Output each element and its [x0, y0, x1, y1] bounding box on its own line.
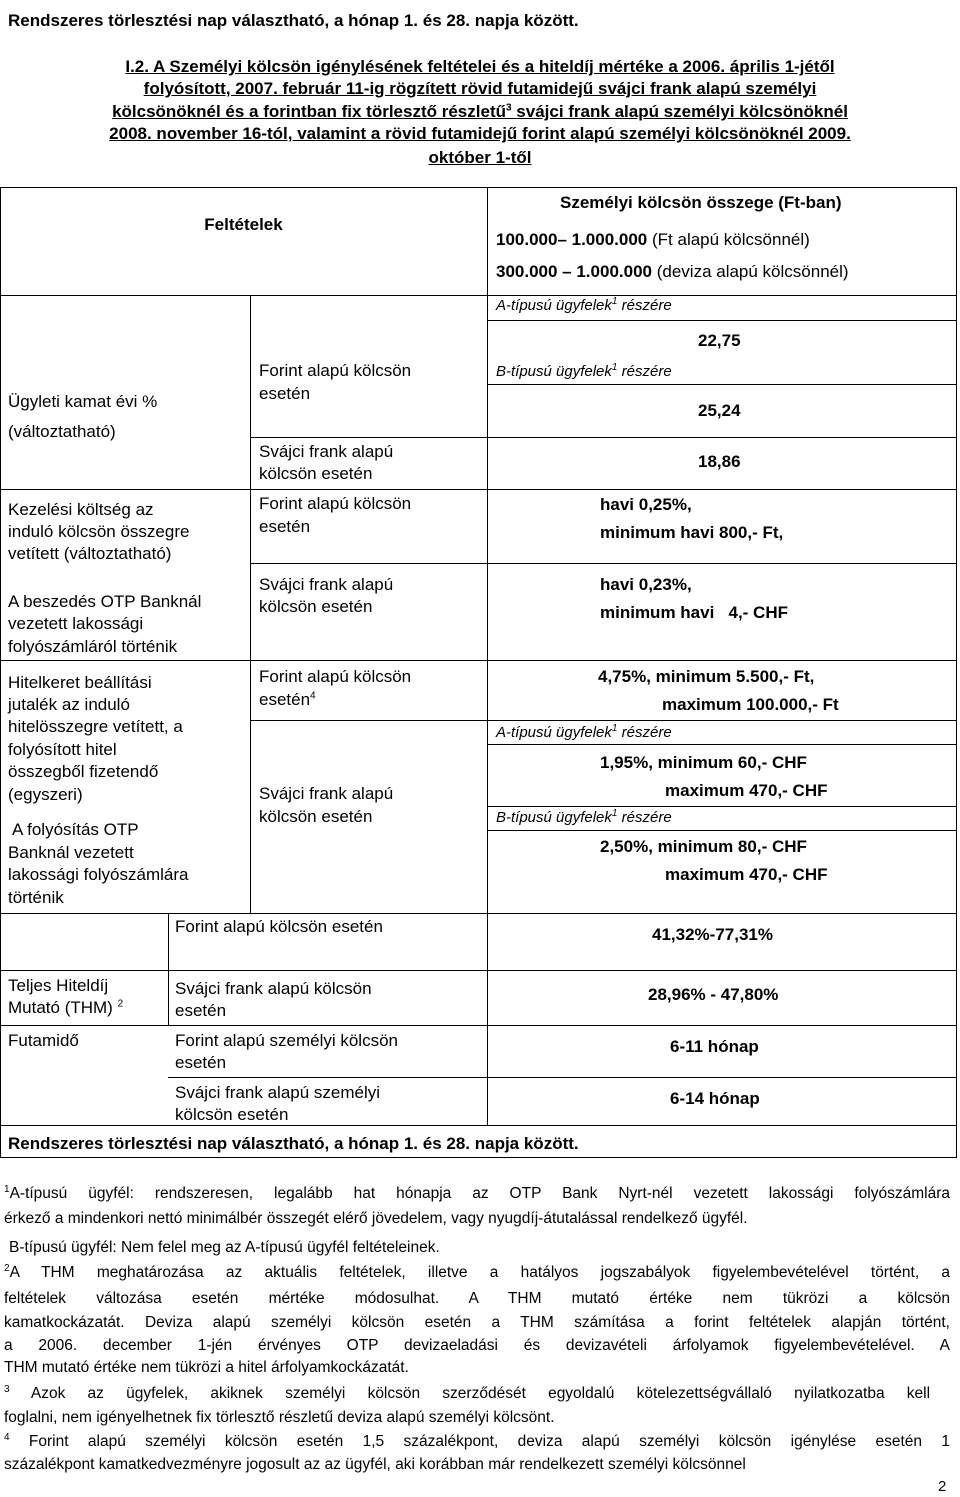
- credit-line-huf-label: [259, 689, 316, 711]
- term-chf-label: Svájci frank alapú személyi: [175, 1083, 381, 1102]
- credit-line-label: (egyszeri): [8, 785, 83, 804]
- term-chf-value: 6-14 hónap: [670, 1089, 760, 1108]
- handling-label: Kezelési költség az: [8, 500, 154, 519]
- b-type-label: [496, 808, 672, 828]
- table-border: [488, 384, 956, 385]
- footnote-ref: 1: [611, 296, 618, 307]
- min-value: 4,- CHF: [728, 603, 788, 622]
- table-border: [168, 1077, 956, 1078]
- footnote-ref: 1: [611, 723, 618, 734]
- min-label: minimum havi: [600, 603, 715, 622]
- table-border: [0, 1025, 957, 1026]
- a-type-label: [496, 723, 672, 743]
- interest-label: Ügyleti kamat évi %: [8, 392, 158, 411]
- header-conditions: Feltételek: [204, 215, 283, 234]
- term-label: Futamidő: [8, 1031, 79, 1050]
- handling-chf-label: kölcsön esetén: [259, 597, 373, 616]
- table-border: [0, 295, 957, 296]
- credit-line-huf-label: Forint alapú kölcsön: [259, 667, 412, 686]
- handling-payment-note: folyószámláról történik: [8, 637, 178, 656]
- table-border: [0, 913, 957, 914]
- term-huf-label: Forint alapú személyi kölcsön: [175, 1031, 398, 1050]
- a-type-label: [496, 296, 672, 316]
- interest-chf-label: kölcsön esetén: [259, 464, 373, 483]
- section-title-line: [0, 101, 960, 123]
- credit-line-b-value: 2,50%, minimum 80,- CHF: [600, 837, 807, 856]
- thm-label: Teljes Hiteldíj: [8, 976, 109, 995]
- handling-huf-label: Forint alapú kölcsön: [259, 494, 412, 513]
- thm-label: [8, 997, 123, 1019]
- footnote-1-text: érkező a mindenkori nettó minimálbér összegét elérő jövedelem, vagy nyugdíj-átutalással rendelkező ügyfél.: [4, 1210, 748, 1227]
- page-number: 2: [938, 1478, 947, 1495]
- credit-line-huf-max: maximum 100.000,- Ft: [662, 695, 839, 714]
- amount-note: (deviza alapú kölcsönnél): [656, 262, 849, 281]
- top-note: Rendszeres törlesztési nap választható, a hónap 1. és 28. napja között.: [8, 11, 579, 30]
- table-border: [0, 489, 957, 490]
- footnote-1: [4, 1184, 950, 1203]
- footnote-number: 1: [4, 1183, 10, 1195]
- interest-huf-label: Forint alapú kölcsön: [259, 361, 412, 380]
- table-border: [251, 563, 956, 564]
- thm-label-part: Mutató (THM): [8, 998, 113, 1017]
- handling-label: vetített (változtatható): [8, 544, 172, 563]
- footnote-ref: 2: [117, 998, 124, 1010]
- handling-label: induló kölcsön összegre: [8, 522, 190, 541]
- table-border: [0, 1125, 957, 1126]
- handling-chf-label: Svájci frank alapú: [259, 575, 394, 594]
- header-amount: Személyi kölcsön összege (Ft-ban): [560, 193, 842, 212]
- footnote-text: Forint alapú személyi kölcsön esetén 1,5 százalékpont, deviza alapú személyi kölcsön igénylése esetén 1: [28, 1433, 950, 1450]
- amount-value: 100.000– 1.000.000: [496, 230, 648, 249]
- table-border: [487, 913, 488, 1125]
- table-border: [488, 744, 956, 745]
- repayment-note: Rendszeres törlesztési nap választható, a hónap 1. és 28. napja között.: [8, 1134, 579, 1153]
- section-title-line: folyósított, 2007. február 11-ig rögzített rövid futamidejű svájci frank alapú személyi: [143, 79, 817, 98]
- handling-payment-note: vezetett lakossági: [8, 614, 144, 633]
- footnote-number: 2: [4, 1262, 10, 1274]
- credit-line-chf-label: kölcsön esetén: [259, 807, 373, 826]
- table-border: [0, 660, 957, 661]
- table-border: [0, 970, 957, 971]
- footnote-3-text: foglalni, nem igényelhetnek fix törlesztő részletű deviza alapú személyi kölcsönt.: [4, 1409, 555, 1426]
- credit-line-a-value: 1,95%, minimum 60,- CHF: [600, 753, 807, 772]
- credit-line-huf-value: 4,75%, minimum 5.500,- Ft,: [598, 667, 815, 686]
- table-border: [488, 320, 956, 321]
- credit-line-label: jutalék az induló: [8, 695, 130, 714]
- credit-line-b-max: maximum 470,- CHF: [665, 865, 828, 884]
- interest-a-value: 22,75: [698, 331, 741, 350]
- table-border: [0, 187, 1, 1158]
- section-title-line: I.2. A Személyi kölcsön igénylésének feltételei és a hiteldíj mértéke a 2006. április 1-jétől: [125, 57, 835, 76]
- table-border: [251, 720, 956, 721]
- footnote-2-text: feltételek változása esetén mértéke módosulhat. A THM mutató értéke nem tükrözi a kölcsön: [4, 1290, 950, 1307]
- footnote-4-text: százalékpont kamatkedvezményre jogosult az az ügyfél, aki korábban már rendelkezett személyi kölcsönnel: [4, 1456, 746, 1473]
- credit-line-label: folyósított hitel: [8, 740, 117, 759]
- interest-label-sub: (változtatható): [8, 422, 116, 441]
- thm-chf-label: esetén: [175, 1001, 227, 1020]
- for-label: részére: [621, 809, 672, 826]
- credit-line-chf-label: Svájci frank alapú: [259, 784, 394, 803]
- title-part: svájci frank alapú személyi kölcsönöknél: [516, 102, 848, 121]
- handling-huf-label: esetén: [259, 517, 311, 536]
- handling-chf-minimum: [600, 602, 788, 624]
- footnote-2: [4, 1263, 950, 1282]
- footnote-number: 3: [4, 1383, 10, 1395]
- thm-huf-label: Forint alapú kölcsön esetén: [175, 917, 383, 936]
- handling-chf-value: havi 0,23%,: [600, 575, 692, 594]
- client-type: B-típusú ügyfelek: [496, 809, 612, 826]
- footnote-ref: 4: [310, 690, 316, 702]
- table-border: [488, 806, 956, 807]
- credit-line-payment-note: történik: [8, 888, 64, 907]
- credit-line-a-max: maximum 470,- CHF: [665, 781, 828, 800]
- table-border: [168, 913, 169, 1025]
- amount-range-fx: [496, 261, 849, 283]
- client-type: A-típusú ügyfelek: [496, 297, 612, 314]
- interest-chf-label: Svájci frank alapú: [259, 442, 394, 461]
- table-border: [250, 295, 251, 913]
- footnote-2-text: kamatkockázatát. Deviza alapú személyi kölcsön esetén a THM számítása a forint feltételek alapján történt,: [4, 1314, 950, 1331]
- handling-payment-note: A beszedés OTP Banknál: [8, 592, 202, 611]
- footnote-4: [4, 1432, 950, 1451]
- footnote-ref: 3: [505, 102, 512, 114]
- term-chf-label: kölcsön esetén: [175, 1105, 289, 1124]
- credit-line-label: összegből fizetendő: [8, 762, 159, 781]
- huf-label-part: esetén: [259, 690, 311, 709]
- footnote-3: [4, 1384, 930, 1403]
- section-title-line: október 1-től: [428, 148, 532, 167]
- for-label: részére: [621, 724, 672, 741]
- footnote-ref: 1: [611, 808, 618, 819]
- amount-note: (Ft alapú kölcsönnél): [652, 230, 810, 249]
- footnote-text: Azok az ügyfelek, akiknek személyi kölcsön szerződését egyoldalú kötelezettségvállaló nyilatkozatba kell: [30, 1385, 931, 1402]
- footnote-1-b: B-típusú ügyfél: Nem felel meg az A-típusú ügyfél feltételeinek.: [9, 1239, 440, 1256]
- client-type: A-típusú ügyfelek: [496, 724, 612, 741]
- table-border: [0, 187, 957, 188]
- handling-huf-minimum: minimum havi 800,- Ft,: [600, 523, 784, 542]
- interest-chf-value: 18,86: [698, 452, 741, 471]
- footnote-ref: 1: [611, 362, 618, 373]
- for-label: részére: [621, 297, 672, 314]
- thm-chf-value: 28,96% - 47,80%: [648, 985, 779, 1004]
- credit-line-payment-note: A folyósítás OTP: [12, 820, 139, 839]
- thm-huf-value: 41,32%-77,31%: [652, 925, 773, 944]
- table-border: [488, 830, 956, 831]
- table-border: [487, 295, 488, 913]
- term-huf-value: 6-11 hónap: [670, 1037, 759, 1056]
- credit-line-payment-note: Banknál vezetett: [8, 843, 134, 862]
- interest-huf-label: esetén: [259, 384, 311, 403]
- title-part: kölcsönöknél és a forintban fix törlesztő részletű: [112, 102, 506, 121]
- for-label: részére: [621, 363, 672, 380]
- credit-line-label: Hitelkeret beállítási: [8, 673, 152, 692]
- term-huf-label: esetén: [175, 1053, 227, 1072]
- credit-line-label: hitelösszegre vetített, a: [8, 717, 183, 736]
- interest-b-value: 25,24: [698, 401, 741, 420]
- footnote-text: A-típusú ügyfél: rendszeresen, legalább hat hónapja az OTP Bank Nyrt-nél vezetett lakossági folyószámlára: [9, 1185, 950, 1202]
- table-border: [251, 437, 956, 438]
- footnote-number: 4: [4, 1431, 10, 1443]
- b-type-label: [496, 362, 672, 382]
- table-border: [0, 1157, 957, 1158]
- footnote-text: A THM meghatározása az aktuális feltételek, illetve a hatályos jogszabályok figyelembevételével történt, a: [9, 1264, 950, 1281]
- footnote-2-text: THM mutató értéke nem tükrözi a hitel árfolyamkockázatát.: [4, 1359, 409, 1376]
- section-title-line: 2008. november 16-tól, valamint a rövid futamidejű forint alapú személyi kölcsönöknél 2009.: [109, 124, 851, 143]
- footnote-2-text: a 2006. december 1-jén érvényes OTP devizaeladási és devizavételi árfolyamok figyelembevételével. A: [4, 1337, 950, 1354]
- client-type: B-típusú ügyfelek: [496, 363, 612, 380]
- table-border: [956, 187, 957, 1158]
- credit-line-payment-note: lakossági folyószámlára: [8, 865, 189, 884]
- handling-huf-value: havi 0,25%,: [600, 495, 692, 514]
- table-border: [487, 187, 488, 295]
- thm-chf-label: Svájci frank alapú kölcsön: [175, 979, 372, 998]
- amount-range-huf: [496, 229, 810, 251]
- amount-value: 300.000 – 1.000.000: [496, 262, 652, 281]
